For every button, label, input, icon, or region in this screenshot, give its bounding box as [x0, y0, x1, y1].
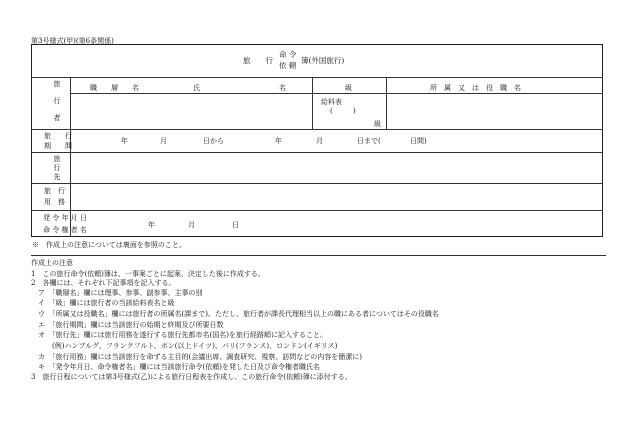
- order-date-label: 発 令 年 月 日: [43, 214, 87, 222]
- period-day-until: 日まで(: [357, 137, 381, 145]
- note-line: エ 「旅行期間」欄には当該旅行の始期と終期及び所要日数: [31, 321, 224, 329]
- note-line: ウ 「所属又は役職名」欄には旅行者の所属名(課まで)。ただし、旅行者が課長代理相当以上の職にある者についてはその役職名: [31, 310, 439, 318]
- purpose-label-top: 旅 行: [44, 187, 65, 195]
- rule-header-bottom: [70, 93, 603, 94]
- rule-name-grade: [312, 77, 313, 129]
- note-line: 2 各欄には、それぞれ下記事項を記入する。: [31, 279, 176, 287]
- title-prefix: 旅 行: [243, 56, 273, 65]
- traveler-label-1: 旅: [53, 80, 61, 88]
- note-line: 3 旅行日程については第3号様式(乙)による旅行日程表を作成し、この旅行命令(依頼)簿に添付する。: [31, 373, 352, 381]
- header-name-right: 名: [279, 84, 286, 92]
- note-line: イ 「級」欄には旅行者の当該給料表名と級: [31, 299, 175, 307]
- order-month: 月: [188, 221, 195, 229]
- note-line: ア 「職層名」欄には理事、参事、副参事、主事の別: [31, 289, 203, 297]
- destination-label-1: 旅: [53, 155, 61, 163]
- salary-paren-open: (: [330, 107, 333, 115]
- period-days: 日間): [410, 137, 427, 145]
- header-dept: 所 属 又 は 役 職 名: [430, 84, 521, 92]
- rule-period-bottom: [31, 152, 603, 153]
- rule-title-bottom: [31, 77, 603, 78]
- period-day-from: 日から: [203, 137, 224, 145]
- header-grade: 級: [345, 84, 352, 92]
- title-request: 依 頼: [279, 61, 297, 70]
- traveler-label-2: 行: [53, 97, 61, 105]
- salary-table-label: 給料表: [321, 98, 342, 106]
- note-line: カ 「旅行用務」欄には当該旅行を命ずる主目的(会議出席、調査研究、視察、訪問などの内容を簡潔に): [31, 353, 362, 361]
- rule-traveler-bottom: [31, 129, 603, 130]
- rule-grade-dept: [386, 77, 387, 129]
- period-month: 月: [160, 137, 167, 145]
- header-name-left: 氏: [193, 84, 200, 92]
- period-month2: 月: [316, 137, 323, 145]
- authority-label: 命 令 権 者 名: [43, 226, 87, 234]
- period-year2: 年: [275, 137, 282, 145]
- footnote: ※ 作成上の注意については裏面を参照のこと。: [32, 241, 186, 249]
- purpose-label-bottom: 用 務: [44, 198, 65, 206]
- rule-purpose-bottom: [31, 210, 603, 211]
- form-number: 第3号様式(甲)(第6条関係): [31, 37, 114, 45]
- destination-label-2: 行: [53, 164, 61, 172]
- order-year: 年: [148, 221, 155, 229]
- period-label-bottom: 期 間: [44, 142, 72, 150]
- note-line: キ 「発令年月日、命令権者名」欄には当該旅行命令(依頼)を発した日及び命令権者職氏名: [31, 363, 320, 371]
- traveler-label-3: 者: [53, 114, 61, 122]
- period-label-top: 旅 行: [44, 132, 72, 140]
- header-position: 職 層 名: [90, 84, 139, 92]
- notes-divider: [31, 255, 606, 256]
- title-suffix: 簿(外国旅行): [301, 56, 345, 65]
- note-line: オ 「旅行先」欄には旅行用務を遂行する旅行先都市名(国名)を旅行経路順に記入すること。: [31, 331, 327, 339]
- salary-paren-close: ): [353, 107, 356, 115]
- note-line: (例)ハンブルグ、フランクフルト、ボン(以上ドイツ)、パリ(フランス)、ロンドン(イギリス): [31, 342, 338, 350]
- title-order: 命 令: [279, 50, 297, 59]
- rule-destination-bottom: [31, 183, 603, 184]
- note-line: 1 この旅行命令(依頼)簿は、一事案ごとに起案、決定した後に作成する。: [31, 270, 265, 278]
- salary-grade-suffix: 級: [374, 120, 381, 128]
- order-day: 日: [232, 221, 239, 229]
- destination-label-3: 先: [53, 173, 61, 181]
- notes-heading: 作成上の注意: [31, 259, 73, 267]
- period-year: 年: [121, 137, 128, 145]
